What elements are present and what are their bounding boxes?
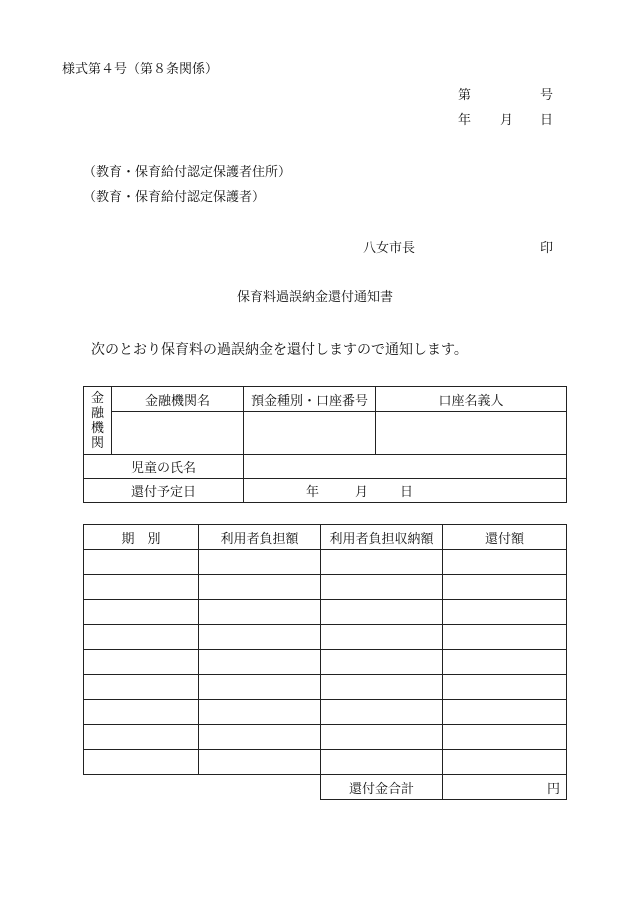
bank-name-field[interactable]	[112, 412, 244, 455]
issue-date-year: 年	[458, 113, 472, 128]
user-charge-received-cell[interactable]	[321, 575, 443, 600]
table-row	[84, 600, 567, 625]
blank-cell	[199, 775, 321, 800]
user-charge-received-cell[interactable]	[321, 700, 443, 725]
user-charge-received-header: 利用者負担収納額	[321, 525, 443, 550]
period-cell[interactable]	[84, 625, 199, 650]
account-holder-header: 口座名義人	[376, 387, 567, 412]
form-number: 様式第４号（第８条関係）	[62, 62, 219, 77]
period-cell[interactable]	[84, 650, 199, 675]
period-cell[interactable]	[84, 575, 199, 600]
user-charge-received-cell[interactable]	[321, 725, 443, 750]
refund-period-table	[83, 524, 567, 800]
document-number-dai: 第	[458, 88, 472, 103]
account-number-header: 預金種別・口座番号	[244, 387, 376, 412]
refund-amount-cell[interactable]	[443, 675, 567, 700]
refund-total-label: 還付金合計	[321, 775, 443, 800]
refund-amount-header: 還付額	[443, 525, 567, 550]
user-charge-cell[interactable]	[199, 625, 321, 650]
refund-date-field[interactable]	[244, 479, 567, 503]
user-charge-cell[interactable]	[199, 650, 321, 675]
child-name-label: 児童の氏名	[84, 455, 244, 479]
bank-info-table	[83, 386, 567, 503]
table-row	[84, 625, 567, 650]
child-name-field[interactable]	[244, 455, 567, 479]
refund-amount-cell[interactable]	[443, 650, 567, 675]
period-cell[interactable]	[84, 750, 199, 775]
table-row	[84, 700, 567, 725]
account-number-field[interactable]	[244, 412, 376, 455]
refund-amount-cell[interactable]	[443, 750, 567, 775]
refund-total-field[interactable]	[443, 775, 567, 800]
user-charge-received-cell[interactable]	[321, 650, 443, 675]
user-charge-cell[interactable]	[199, 725, 321, 750]
user-charge-received-cell[interactable]	[321, 675, 443, 700]
guardian-address-label: （教育・保育給付認定保護者住所）	[83, 165, 292, 180]
period-cell[interactable]	[84, 550, 199, 575]
issue-date-month: 月	[500, 113, 514, 128]
user-charge-received-cell[interactable]	[321, 750, 443, 775]
table-row	[84, 575, 567, 600]
side-char: 機	[90, 420, 104, 436]
user-charge-cell[interactable]	[199, 750, 321, 775]
user-charge-cell[interactable]	[199, 575, 321, 600]
guardian-name-label: （教育・保育給付認定保護者）	[83, 190, 266, 205]
table-row	[84, 550, 567, 575]
user-charge-cell[interactable]	[199, 700, 321, 725]
side-char: 融	[90, 405, 104, 421]
notice-text: 次のとおり保育料の過誤納金を還付しますので通知します。	[91, 342, 468, 358]
user-charge-received-cell[interactable]	[321, 625, 443, 650]
period-header: 期 別	[84, 525, 199, 550]
refund-date-year: 年	[306, 485, 320, 500]
bank-name-header: 金融機関名	[112, 387, 244, 412]
document-number-go: 号	[540, 88, 554, 103]
refund-date-label: 還付予定日	[84, 479, 244, 503]
refund-amount-cell[interactable]	[443, 625, 567, 650]
refund-amount-cell[interactable]	[443, 725, 567, 750]
issue-date-day: 日	[540, 113, 554, 128]
table-row	[84, 650, 567, 675]
table-row	[84, 750, 567, 775]
seal-mark: 印	[540, 241, 554, 256]
refund-date-day: 日	[400, 485, 414, 500]
refund-amount-cell[interactable]	[443, 575, 567, 600]
refund-amount-cell[interactable]	[443, 600, 567, 625]
user-charge-cell[interactable]	[199, 675, 321, 700]
user-charge-cell[interactable]	[199, 550, 321, 575]
table-row	[84, 675, 567, 700]
user-charge-received-cell[interactable]	[321, 550, 443, 575]
refund-amount-cell[interactable]	[443, 700, 567, 725]
side-char: 関	[90, 435, 104, 451]
period-cell[interactable]	[84, 725, 199, 750]
period-cell[interactable]	[84, 600, 199, 625]
financial-institution-side-label	[84, 387, 112, 455]
account-holder-field[interactable]	[376, 412, 567, 455]
user-charge-cell[interactable]	[199, 600, 321, 625]
table-row	[84, 725, 567, 750]
user-charge-header: 利用者負担額	[199, 525, 321, 550]
period-cell[interactable]	[84, 675, 199, 700]
blank-cell	[84, 775, 199, 800]
yen-unit: 円	[546, 781, 560, 797]
mayor-title: 八女市長	[363, 241, 416, 256]
refund-date-month: 月	[355, 485, 369, 500]
refund-amount-cell[interactable]	[443, 550, 567, 575]
user-charge-received-cell[interactable]	[321, 600, 443, 625]
period-cell[interactable]	[84, 700, 199, 725]
document-title: 保育料過誤納金還付通知書	[236, 290, 393, 305]
side-char: 金	[90, 390, 104, 406]
